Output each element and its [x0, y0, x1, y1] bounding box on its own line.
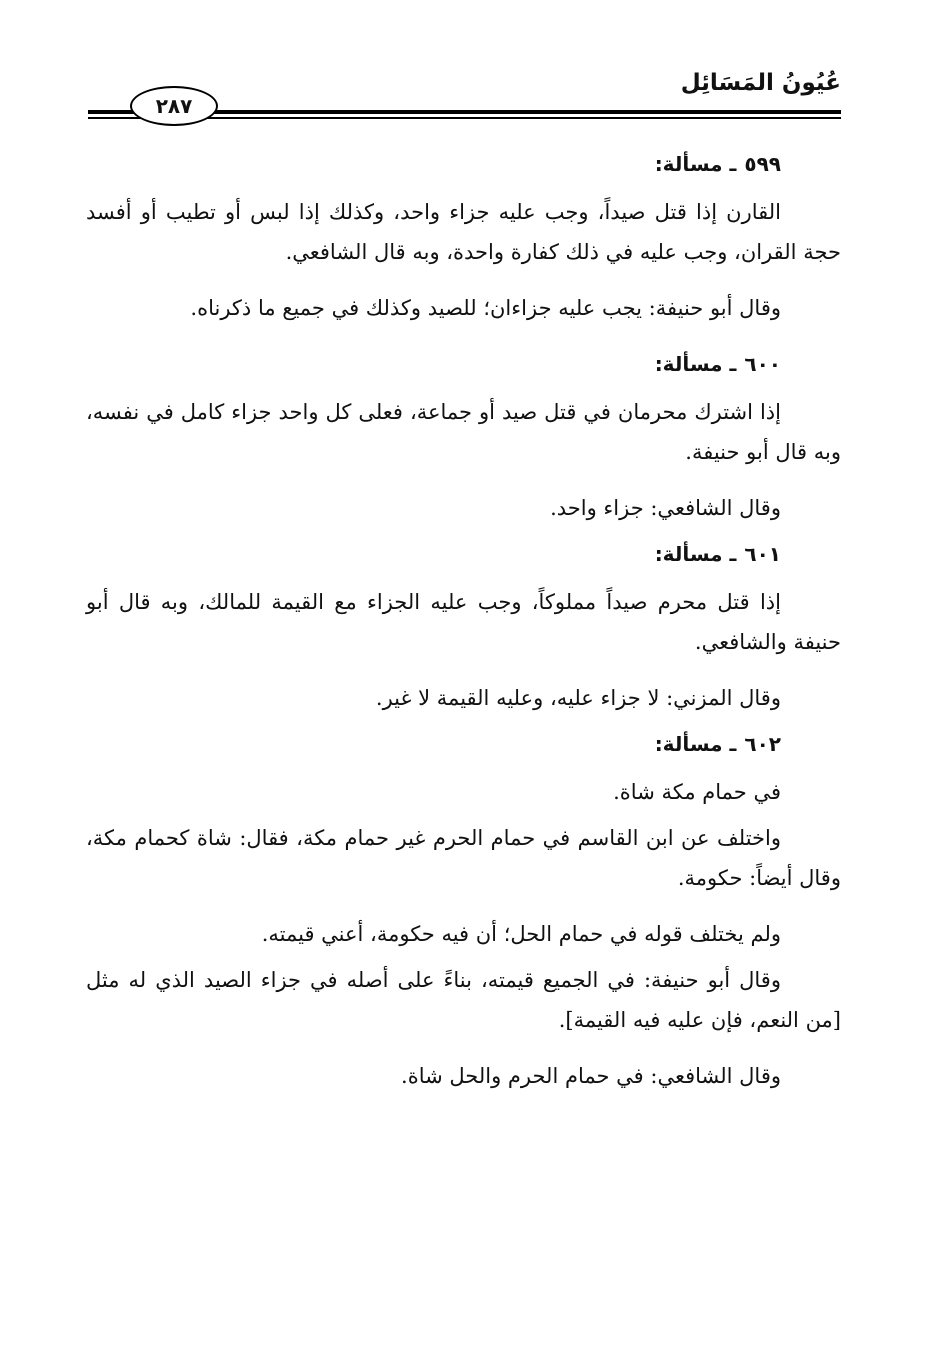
paragraph: واختلف عن ابن القاسم في حمام الحرم غير حمام مكة، فقال: شاة كحمام مكة، وقال أيضاً: حكومة. — [86, 826, 841, 890]
issue-heading — [86, 144, 781, 184]
issue-number: ٦٠١ — [744, 542, 781, 566]
paragraph: إذا اشترك محرمان في قتل صيد أو جماعة، فعلى كل واحد جزاء كامل في نفسه، وبه قال أبو حنيفة. — [86, 400, 841, 464]
paragraph: وقال الشافعي: جزاء واحد. — [550, 496, 781, 520]
issue-label: ـ مسألة: — [654, 732, 737, 756]
paragraph: وقال أبو حنيفة: في الجميع قيمته، بناءً على أصله في جزاء الصيد الذي له مثل [من النعم، فإن عليه فيه القيمة]. — [86, 968, 841, 1032]
issue-heading — [86, 724, 781, 764]
issue-number: ٦٠٢ — [744, 732, 781, 756]
paragraph: وقال الشافعي: في حمام الحرم والحل شاة. — [401, 1064, 781, 1088]
paragraph: وقال المزني: لا جزاء عليه، وعليه القيمة لا غير. — [375, 686, 781, 710]
page-number: ٢٨٧ — [130, 86, 218, 126]
paragraph: وقال أبو حنيفة: يجب عليه جزاءان؛ للصيد وكذلك في جميع ما ذكرناه. — [190, 296, 781, 320]
issue-label: ـ مسألة: — [654, 152, 737, 176]
issue-number: ٥٩٩ — [744, 152, 781, 176]
book-title: عُيُونُ المَسَائِل — [680, 70, 841, 96]
paragraph: ولم يختلف قوله في حمام الحل؛ أن فيه حكومة، أعني قيمته. — [261, 922, 781, 946]
paragraph: في حمام مكة شاة. — [613, 780, 781, 804]
page-body — [86, 140, 841, 1112]
issue-number: ٦٠٠ — [744, 352, 781, 376]
paragraph: إذا قتل محرم صيداً مملوكاً، وجب عليه الجزاء مع القيمة للمالك، وبه قال أبو حنيفة والشافعي. — [86, 590, 841, 654]
issue-heading — [86, 344, 781, 384]
paragraph: القارن إذا قتل صيداً، وجب عليه جزاء واحد، وكذلك إذا لبس أو تطيب أو أفسد حجة القران، وجب عليه في ذلك كفارة واحدة، وبه قال الشافعي. — [86, 200, 841, 264]
issue-heading — [86, 534, 781, 574]
issue-label: ـ مسألة: — [654, 352, 737, 376]
issue-label: ـ مسألة: — [654, 542, 737, 566]
